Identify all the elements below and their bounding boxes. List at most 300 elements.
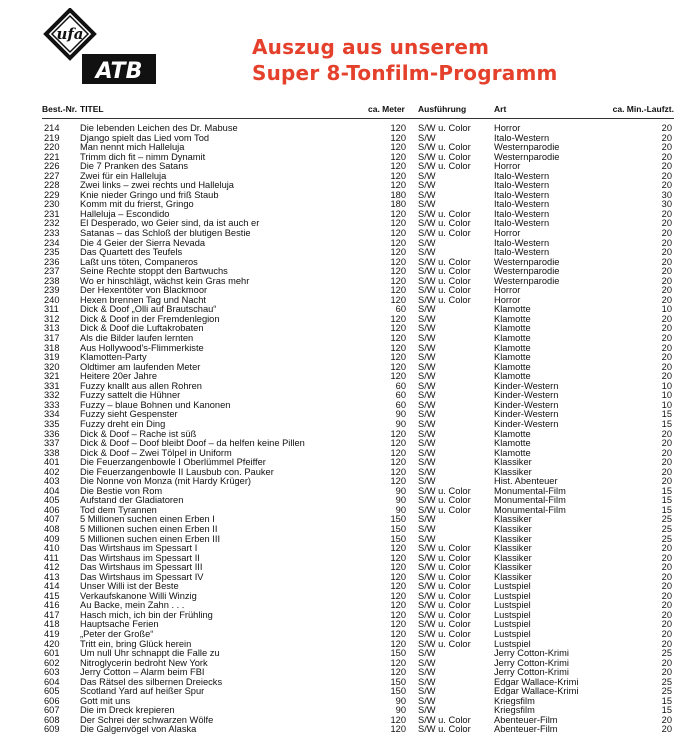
runtime-minutes: 20 — [661, 294, 672, 305]
runtime-minutes: 10 — [661, 399, 672, 410]
length-meter: 120 — [390, 333, 406, 344]
runtime-minutes: 10 — [661, 304, 672, 315]
runtime-minutes: 20 — [661, 333, 672, 344]
film-title: 5 Millionen suchen einen Erben III — [80, 533, 221, 544]
logo-atb-text: ATB — [95, 59, 143, 84]
film-title: Verkaufskanone Willi Winzig — [80, 590, 197, 601]
film-title: Heitere 20er Jahre — [80, 371, 157, 382]
format: S/W — [418, 695, 436, 706]
logo-ufa-text: ufa — [56, 25, 84, 43]
format: S/W — [418, 342, 436, 353]
film-title: Die Feuerzangenbowle I Oberlümmel Pfeiffer — [80, 457, 266, 468]
runtime-minutes: 20 — [661, 571, 672, 582]
film-title: Fuzzy sieht Gespenster — [80, 409, 178, 420]
genre: Klamotte — [494, 438, 531, 449]
film-title: Dick & Doof – Doof bleibt Doof – da helfen keine Pillen — [80, 438, 305, 449]
length-meter: 120 — [390, 619, 406, 630]
runtime-minutes: 20 — [661, 247, 672, 258]
length-meter: 120 — [390, 371, 406, 382]
runtime-minutes: 20 — [661, 552, 672, 563]
runtime-minutes: 20 — [661, 447, 672, 458]
runtime-minutes: 20 — [661, 638, 672, 649]
genre: Klamotte — [494, 313, 531, 324]
runtime-minutes: 20 — [661, 371, 672, 382]
length-meter: 120 — [390, 457, 406, 468]
runtime-minutes: 25 — [661, 676, 672, 687]
length-meter: 120 — [390, 170, 406, 181]
order-number: 231 — [44, 208, 60, 219]
order-number: 413 — [44, 571, 60, 582]
format: S/W u. Color — [418, 628, 471, 639]
genre: Westernparodie — [494, 275, 560, 286]
runtime-minutes: 25 — [661, 523, 672, 534]
runtime-minutes: 15 — [661, 504, 672, 515]
format: S/W — [418, 132, 436, 143]
genre: Klamotte — [494, 371, 531, 382]
order-number: 403 — [44, 476, 60, 487]
genre: Klassiker — [494, 514, 532, 525]
format: S/W u. Color — [418, 485, 471, 496]
runtime-minutes: 20 — [661, 619, 672, 630]
runtime-minutes: 20 — [661, 724, 672, 735]
format: S/W u. Color — [418, 266, 471, 277]
length-meter: 60 — [395, 304, 406, 315]
order-number: 228 — [44, 180, 60, 191]
genre: Monumental-Film — [494, 504, 566, 515]
film-title: Das Quartett des Teufels — [80, 247, 183, 258]
table-row — [0, 725, 686, 735]
order-number: 318 — [44, 342, 60, 353]
film-title: Trimm dich fit – nimm Dynamit — [80, 151, 206, 162]
order-number: 604 — [44, 676, 60, 687]
order-number: 319 — [44, 352, 60, 363]
format: S/W — [418, 189, 436, 200]
order-number: 417 — [44, 609, 60, 620]
format: S/W — [418, 514, 436, 525]
order-number: 335 — [44, 418, 60, 429]
format: S/W — [418, 199, 436, 210]
format: S/W u. Color — [418, 218, 471, 229]
genre: Jerry Cotton-Krimi — [494, 657, 569, 668]
format: S/W — [418, 352, 436, 363]
film-title: Um null Uhr schnappt die Falle zu — [80, 648, 220, 659]
length-meter: 120 — [390, 657, 406, 668]
length-meter: 120 — [390, 237, 406, 248]
title-line-2: Super 8-Tonfilm-Programm — [252, 61, 558, 85]
format: S/W u. Color — [418, 581, 471, 592]
genre: Klamotte — [494, 323, 531, 334]
runtime-minutes: 15 — [661, 485, 672, 496]
film-title: Jerry Cotton – Alarm beim FBI — [80, 667, 205, 678]
film-title: Der Schrei der schwarzen Wölfe — [80, 714, 214, 725]
runtime-minutes: 20 — [661, 628, 672, 639]
genre: Edgar Wallace-Krimi — [494, 676, 579, 687]
genre: Kinder-Western — [494, 399, 559, 410]
runtime-minutes: 20 — [661, 275, 672, 286]
genre: Monumental-Film — [494, 495, 566, 506]
col-meter-header: ca. Meter — [368, 104, 405, 114]
film-title: Die Nonne von Monza (mit Hardy Krüger) — [80, 476, 252, 487]
film-title: Das Rätsel des silbernen Dreiecks — [80, 676, 223, 687]
film-title: Klamotten-Party — [80, 352, 147, 363]
table-header — [0, 104, 686, 118]
order-number: 320 — [44, 361, 60, 372]
genre: Westernparodie — [494, 151, 560, 162]
genre: Klassiker — [494, 562, 532, 573]
runtime-minutes: 20 — [661, 581, 672, 592]
order-number: 338 — [44, 447, 60, 458]
runtime-minutes: 20 — [661, 562, 672, 573]
length-meter: 120 — [390, 247, 406, 258]
film-title: Die im Dreck krepieren — [80, 705, 175, 716]
length-meter: 120 — [390, 628, 406, 639]
film-title: Zwei für ein Halleluja — [80, 170, 167, 181]
length-meter: 120 — [390, 571, 406, 582]
order-number: 606 — [44, 695, 60, 706]
order-number: 404 — [44, 485, 60, 496]
length-meter: 90 — [395, 418, 406, 429]
genre: Horror — [494, 161, 521, 172]
film-title: Zwei links – zwei rechts und Halleluja — [80, 180, 234, 191]
format: S/W u. Color — [418, 638, 471, 649]
order-number: 407 — [44, 514, 60, 525]
format: S/W u. Color — [418, 609, 471, 620]
film-title: Die Feuerzangenbowle II Lausbub con. Pauker — [80, 466, 274, 477]
film-title: Aus Hollywood's-Flimmerkiste — [80, 342, 204, 353]
length-meter: 120 — [390, 123, 406, 133]
runtime-minutes: 20 — [661, 543, 672, 554]
runtime-minutes: 20 — [661, 161, 672, 172]
length-meter: 120 — [390, 294, 406, 305]
runtime-minutes: 30 — [661, 199, 672, 210]
format: S/W u. Color — [418, 504, 471, 515]
format: S/W — [418, 170, 436, 181]
ufa-atb-logo — [42, 8, 162, 88]
order-number: 601 — [44, 648, 60, 659]
runtime-minutes: 20 — [661, 266, 672, 277]
runtime-minutes: 20 — [661, 428, 672, 439]
genre: Lustspiel — [494, 590, 531, 601]
runtime-minutes: 15 — [661, 409, 672, 420]
order-number: 418 — [44, 619, 60, 630]
film-title: Au Backe, mein Zahn . . . — [80, 600, 185, 611]
length-meter: 120 — [390, 361, 406, 372]
film-title: Fuzzy – blaue Bohnen und Kanonen — [80, 399, 231, 410]
genre: Italo-Western — [494, 247, 550, 258]
genre: Kriegsfilm — [494, 695, 535, 706]
film-title: Dick & Doof in der Fremdenlegion — [80, 313, 220, 324]
film-title: Halleluja – Escondido — [80, 208, 170, 219]
format: S/W — [418, 399, 436, 410]
length-meter: 120 — [390, 352, 406, 363]
film-title: Tritt ein, bring Glück herein — [80, 638, 192, 649]
format: S/W — [418, 476, 436, 487]
format: S/W — [418, 247, 436, 258]
order-number: 414 — [44, 581, 60, 592]
runtime-minutes: 20 — [661, 609, 672, 620]
order-number: 227 — [44, 170, 60, 181]
genre: Jerry Cotton-Krimi — [494, 648, 569, 659]
length-meter: 120 — [390, 581, 406, 592]
genre: Klamotte — [494, 447, 531, 458]
runtime-minutes: 15 — [661, 705, 672, 716]
format: S/W — [418, 323, 436, 334]
format: S/W — [418, 457, 436, 468]
genre: Klassiker — [494, 543, 532, 554]
genre: Italo-Western — [494, 189, 550, 200]
film-title: Das Wirtshaus im Spessart IV — [80, 571, 204, 582]
film-title: Laßt uns töten, Companeros — [80, 256, 198, 267]
genre: Klamotte — [494, 352, 531, 363]
format: S/W u. Color — [418, 495, 471, 506]
format: S/W — [418, 657, 436, 668]
order-number: 410 — [44, 543, 60, 554]
film-title: Unser Willi ist der Beste — [80, 581, 179, 592]
order-number: 336 — [44, 428, 60, 439]
genre: Klamotte — [494, 333, 531, 344]
format: S/W — [418, 533, 436, 544]
film-title: Komm mit du frierst, Gringo — [80, 199, 194, 210]
format: S/W — [418, 676, 436, 687]
film-title: Das Wirtshaus im Spessart III — [80, 562, 203, 573]
length-meter: 120 — [390, 275, 406, 286]
film-title: Django spielt das Lied vom Tod — [80, 132, 210, 143]
order-number: 609 — [44, 724, 60, 735]
genre: Klassiker — [494, 552, 532, 563]
runtime-minutes: 20 — [661, 714, 672, 725]
format: S/W — [418, 304, 436, 315]
film-title: Der Hexentöter von Blackmoor — [80, 285, 208, 296]
genre: Edgar Wallace-Krimi — [494, 686, 579, 697]
format: S/W — [418, 409, 436, 420]
order-number: 221 — [44, 151, 60, 162]
length-meter: 120 — [390, 590, 406, 601]
film-title: El Desperado, wo Geier sind, da ist auch er — [80, 218, 260, 229]
format: S/W — [418, 237, 436, 248]
genre: Klamotte — [494, 361, 531, 372]
runtime-minutes: 30 — [661, 189, 672, 200]
runtime-minutes: 20 — [661, 476, 672, 487]
genre: Italo-Western — [494, 218, 550, 229]
film-title: 5 Millionen suchen einen Erben II — [80, 523, 218, 534]
format: S/W — [418, 371, 436, 382]
genre: Abenteuer-Film — [494, 724, 558, 735]
order-number: 214 — [44, 123, 60, 133]
runtime-minutes: 20 — [661, 256, 672, 267]
runtime-minutes: 20 — [661, 170, 672, 181]
format: S/W — [418, 380, 436, 391]
col-title-header: TITEL — [80, 104, 104, 114]
order-number: 402 — [44, 466, 60, 477]
film-title: Fuzzy sattelt die Hühner — [80, 390, 181, 401]
length-meter: 120 — [390, 609, 406, 620]
length-meter: 120 — [390, 180, 406, 191]
film-title: Die lebenden Leichen des Dr. Mabuse — [80, 123, 238, 133]
film-title: Die 7 Pranken des Satans — [80, 161, 189, 172]
genre: Klassiker — [494, 457, 532, 468]
runtime-minutes: 20 — [661, 218, 672, 229]
length-meter: 120 — [390, 638, 406, 649]
runtime-minutes: 20 — [661, 208, 672, 219]
film-title: Hauptsache Ferien — [80, 619, 159, 630]
genre: Italo-Western — [494, 180, 550, 191]
runtime-minutes: 20 — [661, 438, 672, 449]
order-number: 313 — [44, 323, 60, 334]
order-number: 239 — [44, 285, 60, 296]
genre: Monumental-Film — [494, 485, 566, 496]
order-number: 232 — [44, 218, 60, 229]
length-meter: 120 — [390, 552, 406, 563]
length-meter: 120 — [390, 543, 406, 554]
film-title: Die Galgenvögel von Alaska — [80, 724, 197, 735]
order-number: 406 — [44, 504, 60, 515]
format: S/W u. Color — [418, 571, 471, 582]
genre: Lustspiel — [494, 600, 531, 611]
runtime-minutes: 20 — [661, 457, 672, 468]
runtime-minutes: 20 — [661, 285, 672, 296]
length-meter: 90 — [395, 495, 406, 506]
length-meter: 120 — [390, 714, 406, 725]
order-number: 331 — [44, 380, 60, 391]
format: S/W u. Color — [418, 142, 471, 153]
length-meter: 90 — [395, 695, 406, 706]
genre: Italo-Western — [494, 237, 550, 248]
runtime-minutes: 20 — [661, 342, 672, 353]
film-title: Die 4 Geier der Sierra Nevada — [80, 237, 206, 248]
film-title: Hexen brennen Tag und Nacht — [80, 294, 206, 305]
genre: Lustspiel — [494, 628, 531, 639]
format: S/W — [418, 705, 436, 716]
format: S/W u. Color — [418, 208, 471, 219]
order-number: 411 — [44, 552, 59, 563]
format: S/W u. Color — [418, 619, 471, 630]
film-title: Wo er hinschlägt, wächst kein Gras mehr — [80, 275, 250, 286]
length-meter: 90 — [395, 409, 406, 420]
runtime-minutes: 20 — [661, 361, 672, 372]
order-number: 408 — [44, 523, 60, 534]
order-number: 236 — [44, 256, 60, 267]
col-nr-header: Best.-Nr. — [42, 104, 77, 114]
length-meter: 120 — [390, 161, 406, 172]
genre: Klamotte — [494, 304, 531, 315]
length-meter: 150 — [390, 676, 406, 687]
genre: Klamotte — [494, 428, 531, 439]
film-title: Fuzzy knallt aus allen Rohren — [80, 380, 202, 391]
format: S/W u. Color — [418, 123, 471, 133]
format: S/W — [418, 361, 436, 372]
runtime-minutes: 10 — [661, 380, 672, 391]
order-number: 311 — [44, 304, 59, 315]
genre: Horror — [494, 294, 521, 305]
order-number: 608 — [44, 714, 60, 725]
order-number: 235 — [44, 247, 60, 258]
length-meter: 60 — [395, 390, 406, 401]
film-title: „Peter der Große“ — [80, 628, 154, 639]
format: S/W u. Color — [418, 600, 471, 611]
order-number: 234 — [44, 237, 60, 248]
format: S/W u. Color — [418, 228, 471, 239]
film-title: Nitroglycerin bedroht New York — [80, 657, 208, 668]
length-meter: 150 — [390, 514, 406, 525]
order-number: 238 — [44, 275, 60, 286]
length-meter: 150 — [390, 686, 406, 697]
film-title: Seine Rechte stoppt den Bartwuchs — [80, 266, 228, 277]
order-number: 605 — [44, 686, 60, 697]
format: S/W — [418, 523, 436, 534]
runtime-minutes: 20 — [661, 142, 672, 153]
runtime-minutes: 20 — [661, 657, 672, 668]
runtime-minutes: 20 — [661, 123, 672, 133]
genre: Westernparodie — [494, 266, 560, 277]
genre: Kinder-Western — [494, 409, 559, 420]
genre: Klassiker — [494, 533, 532, 544]
length-meter: 120 — [390, 208, 406, 219]
length-meter: 120 — [390, 266, 406, 277]
format: S/W u. Color — [418, 552, 471, 563]
runtime-minutes: 20 — [661, 600, 672, 611]
film-title: Dick & Doof die Luftakrobaten — [80, 323, 204, 334]
length-meter: 60 — [395, 399, 406, 410]
runtime-minutes: 20 — [661, 237, 672, 248]
title-line-1: Auszug aus unserem — [252, 35, 490, 59]
runtime-minutes: 25 — [661, 648, 672, 659]
length-meter: 180 — [390, 189, 406, 200]
film-title: Scotland Yard auf heißer Spur — [80, 686, 205, 697]
film-title: Tod dem Tyrannen — [80, 504, 157, 515]
format: S/W — [418, 686, 436, 697]
order-number: 333 — [44, 399, 60, 410]
film-title: Gott mit uns — [80, 695, 131, 706]
film-title: Fuzzy dreht ein Ding — [80, 418, 166, 429]
genre: Italo-Western — [494, 170, 550, 181]
runtime-minutes: 20 — [661, 313, 672, 324]
film-title: Knie nieder Gringo und friß Staub — [80, 189, 219, 200]
runtime-minutes: 15 — [661, 418, 672, 429]
order-number: 420 — [44, 638, 60, 649]
film-title: Die Bestie von Rom — [80, 485, 163, 496]
format: S/W — [418, 438, 436, 449]
genre: Lustspiel — [494, 638, 531, 649]
length-meter: 150 — [390, 648, 406, 659]
order-number: 419 — [44, 628, 60, 639]
genre: Westernparodie — [494, 142, 560, 153]
length-meter: 120 — [390, 228, 406, 239]
length-meter: 120 — [390, 285, 406, 296]
length-meter: 150 — [390, 523, 406, 534]
genre: Lustspiel — [494, 609, 531, 620]
runtime-minutes: 25 — [661, 686, 672, 697]
order-number: 233 — [44, 228, 60, 239]
genre: Kinder-Western — [494, 380, 559, 391]
format: S/W — [418, 447, 436, 458]
page-title — [252, 34, 558, 86]
length-meter: 120 — [390, 428, 406, 439]
format: S/W u. Color — [418, 161, 471, 172]
order-number: 229 — [44, 189, 60, 200]
film-title: Oldtimer am laufenden Meter — [80, 361, 201, 372]
genre: Klassiker — [494, 466, 532, 477]
genre: Italo-Western — [494, 132, 550, 143]
format: S/W u. Color — [418, 724, 471, 735]
length-meter: 120 — [390, 313, 406, 324]
film-title: Aufstand der Gladiatoren — [80, 495, 184, 506]
runtime-minutes: 20 — [661, 228, 672, 239]
runtime-minutes: 20 — [661, 590, 672, 601]
order-number: 240 — [44, 294, 60, 305]
genre: Horror — [494, 285, 521, 296]
format: S/W — [418, 667, 436, 678]
film-title: Dick & Doof – Rache ist süß — [80, 428, 197, 439]
